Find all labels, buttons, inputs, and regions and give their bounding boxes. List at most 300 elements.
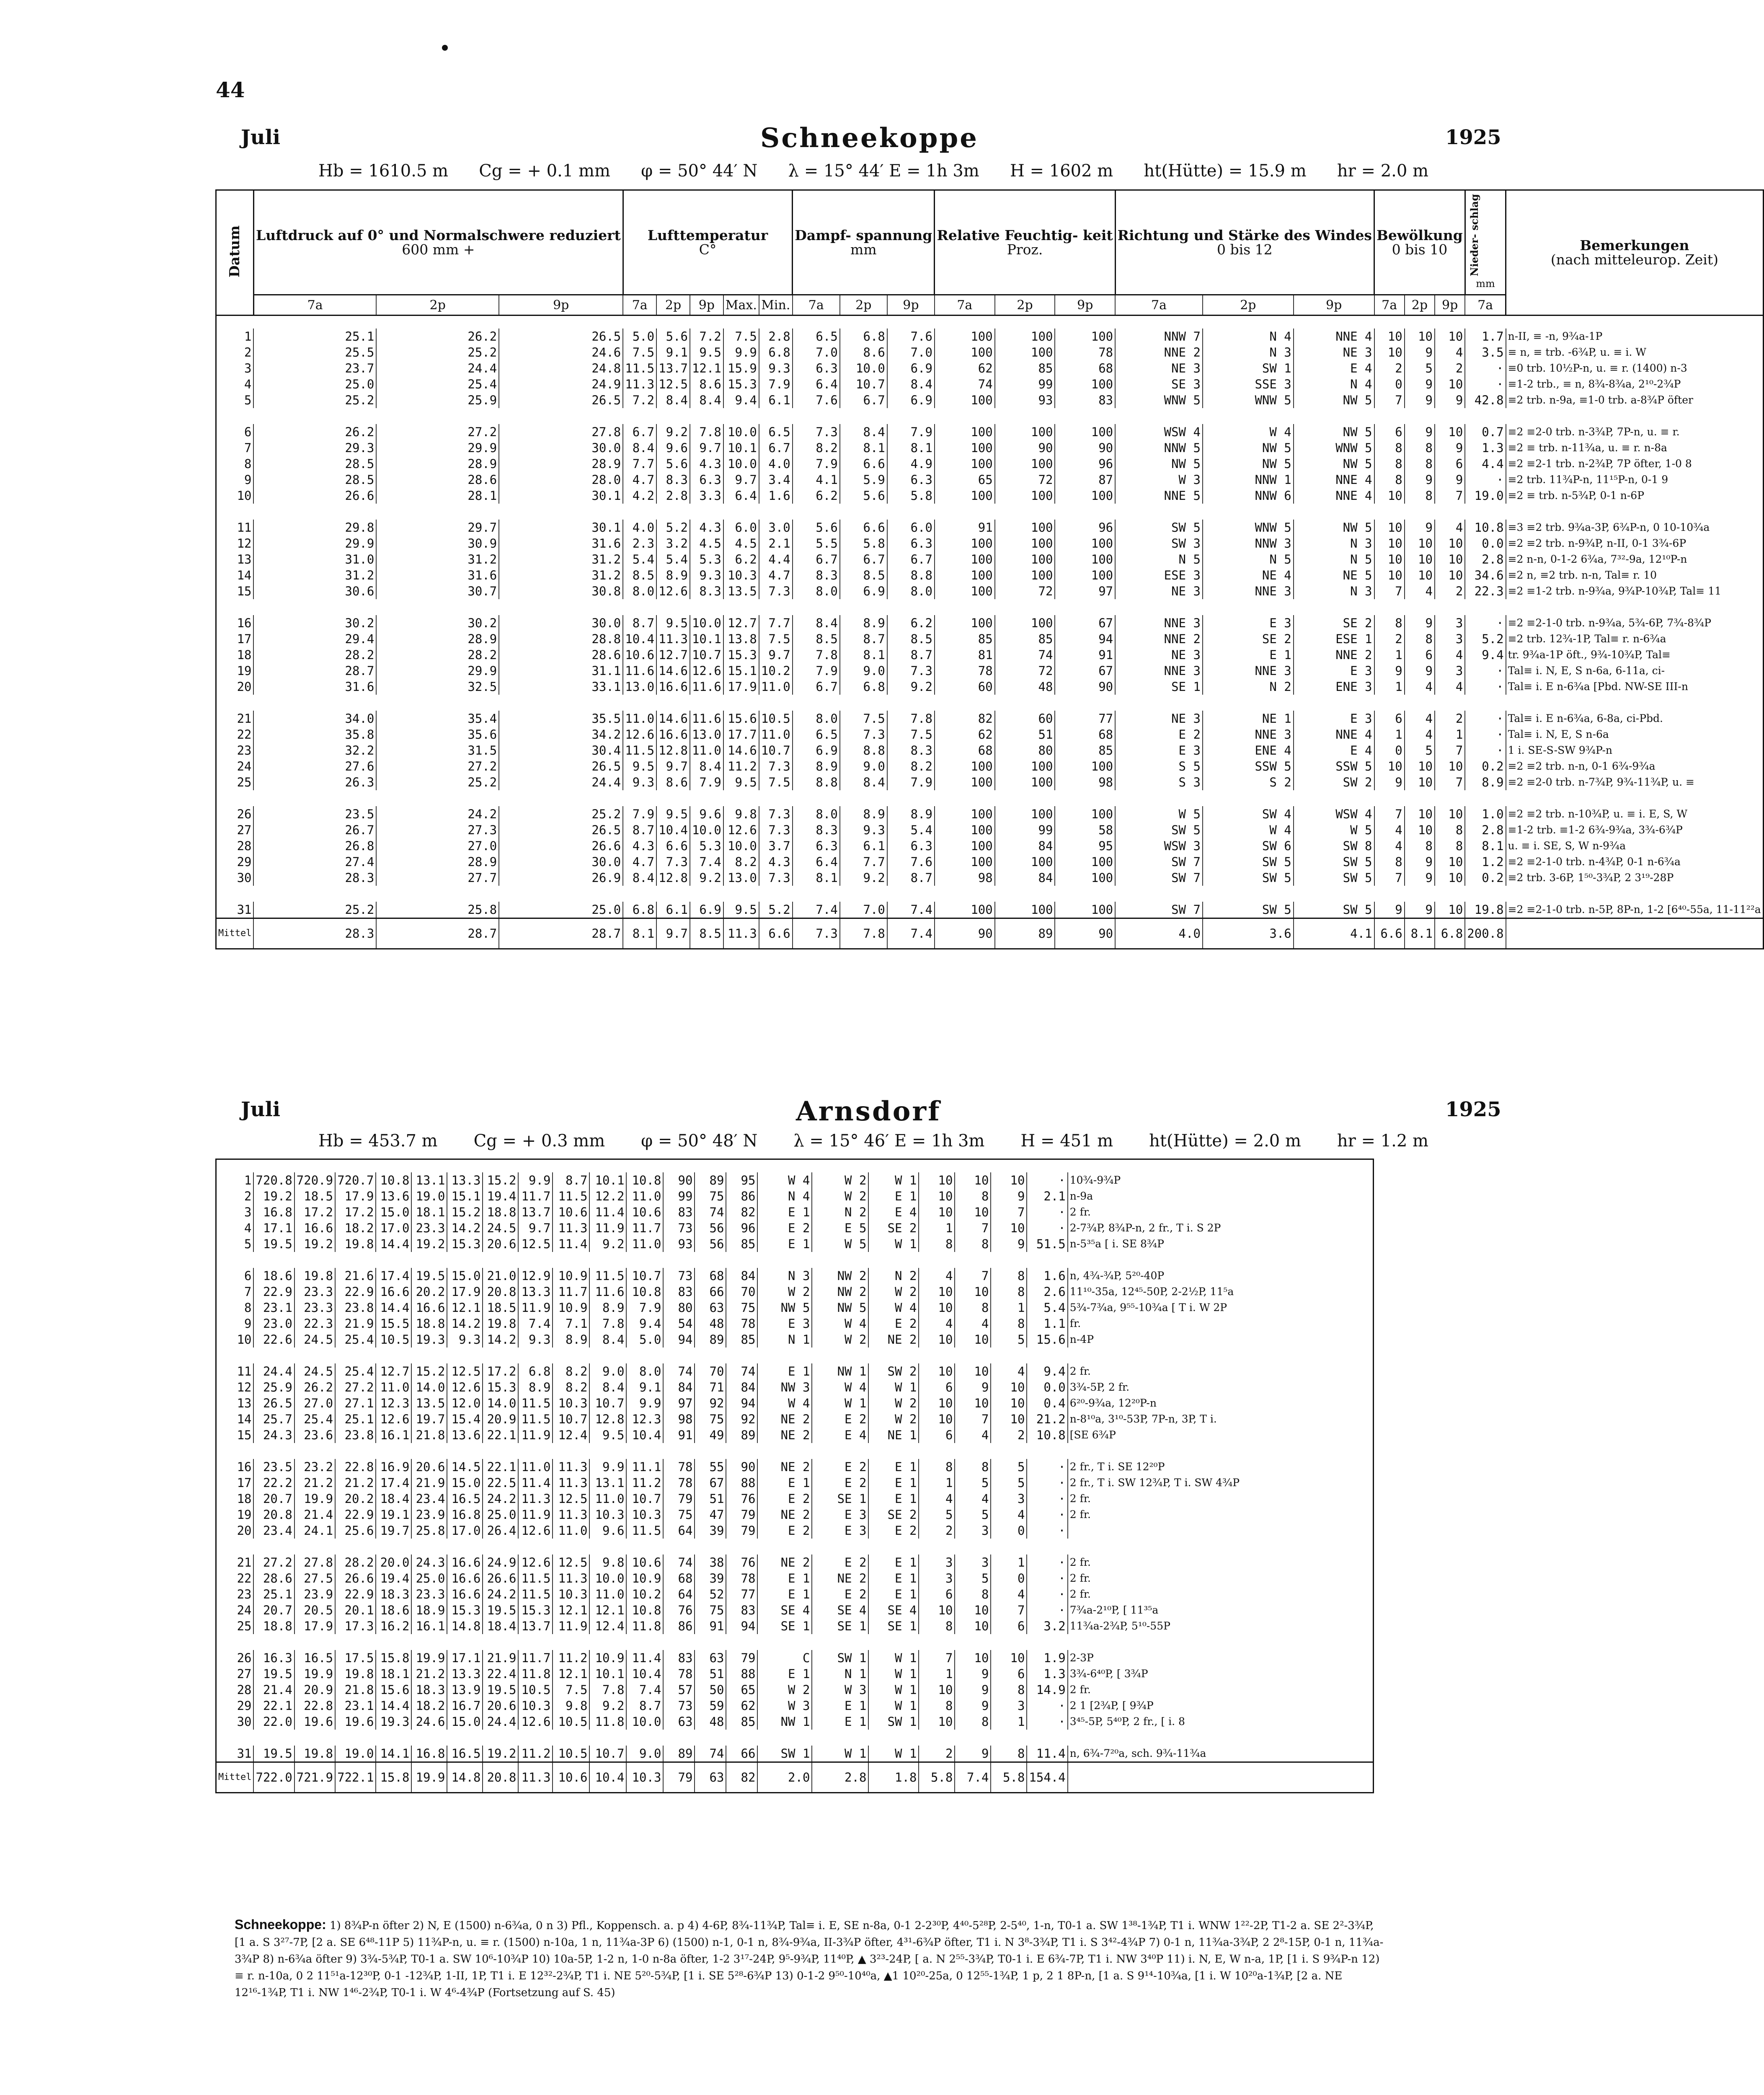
day-cell: 8 (216, 456, 254, 472)
table-cell: 32.5 (376, 679, 499, 695)
remark-cell: ≡1-2 trb. ≡1-2 6¾-9¾a, 3¾-6¾P (1506, 822, 1764, 838)
table-cell: · (1465, 360, 1506, 376)
table-cell: W 5 (1294, 822, 1374, 838)
table-cell: SE 3 (1115, 376, 1203, 392)
table-cell: 16.6 (294, 1220, 335, 1236)
table-cell: 94 (726, 1618, 757, 1634)
table-cell: N 2 (1203, 679, 1294, 695)
table-cell: 16.5 (294, 1650, 335, 1666)
day-cell: 26 (216, 1650, 254, 1666)
table-cell: 48 (695, 1714, 726, 1730)
mean-cell: 28.7 (499, 918, 623, 949)
table-cell: 82 (935, 711, 995, 727)
group-gap (216, 1348, 1374, 1363)
remark-cell: 2 fr. (1068, 1554, 1374, 1570)
table-cell: 9 (1374, 663, 1405, 679)
col-bemerkungen: Bemerkungen (nach mitteleurop. Zeit) (1506, 190, 1764, 316)
table-cell: 7.7 (840, 854, 887, 870)
table-row (216, 1332, 1374, 1348)
table-cell: 10 (919, 1204, 955, 1220)
table-cell: NNW 7 (1115, 328, 1203, 344)
table-cell: 19.8 (294, 1268, 335, 1284)
table-cell: 98 (1055, 774, 1115, 790)
table-cell: 7 (1374, 392, 1405, 408)
page-number: 44 (216, 78, 245, 102)
table-cell: 24.6 (411, 1714, 447, 1730)
mean-cell: Mittel (216, 918, 254, 949)
table-cell: 98 (663, 1411, 695, 1427)
table-cell: 0.2 (1465, 758, 1506, 774)
table-cell: 10.0 (723, 838, 759, 854)
table-cell: 7.9 (690, 774, 723, 790)
meta-lambda: λ = 15° 44′ E = 1h 3m (788, 161, 979, 181)
table-cell: 21.9 (483, 1650, 518, 1666)
table-cell: 78 (1055, 344, 1115, 360)
table-cell: 25.0 (483, 1507, 518, 1523)
table-cell: 7.3 (759, 758, 793, 774)
remark-cell: ≡2 ≡ trb. n-11¾a, u. ≡ r. n-8a (1506, 440, 1764, 456)
table-cell: 10 (1405, 567, 1435, 583)
table-cell: 6.7 (759, 440, 793, 456)
remark-cell: 2 fr., T i. SE 12²⁰P (1068, 1459, 1374, 1475)
table-cell: 9 (1405, 870, 1435, 886)
table-cell: 10.9 (589, 1650, 626, 1666)
mean-row (216, 918, 1764, 949)
table-cell: 35.4 (376, 711, 499, 727)
table-cell: E 3 (757, 1316, 812, 1332)
table-cell: E 1 (757, 1236, 812, 1252)
table-cell: 11.0 (759, 727, 793, 742)
table-cell: 4 (991, 1363, 1027, 1379)
table-cell: 100 (995, 567, 1055, 583)
table-cell: W 1 (868, 1379, 919, 1395)
meta-hr-2: hr = 1.2 m (1337, 1131, 1428, 1151)
table-cell: 25.6 (335, 1523, 376, 1539)
table-cell: · (1027, 1523, 1067, 1539)
table-cell: 27.8 (499, 424, 623, 440)
table-cell: SW 1 (1203, 360, 1294, 376)
table-cell: 2.1 (759, 535, 793, 551)
table-cell: 11.0 (626, 1236, 663, 1252)
table-cell: 29.7 (376, 520, 499, 535)
day-cell: 31 (216, 902, 254, 918)
table-cell: 94 (663, 1332, 695, 1348)
col-luftdruck: Luftdruck auf 0° und Normalschwere reduziert 600 mm + (253, 190, 623, 295)
table-cell: 99 (663, 1188, 695, 1204)
table-cell: 12.7 (376, 1363, 411, 1379)
table-cell: 9.5 (623, 758, 656, 774)
table-cell: 11.3 (623, 376, 656, 392)
table-cell: N 1 (757, 1332, 812, 1348)
table-cell: E 2 (757, 1220, 812, 1236)
table-cell: 8 (955, 1300, 991, 1316)
table-cell: 18.8 (411, 1316, 447, 1332)
table-cell: W 2 (812, 1332, 868, 1348)
table-cell: 0 (991, 1570, 1027, 1586)
table-cell: SW 3 (1115, 535, 1203, 551)
mean-cell: 89 (995, 918, 1055, 949)
table-cell: 0 (1374, 376, 1405, 392)
table-cell: 21.2 (294, 1475, 335, 1491)
table-cell: 19.8 (483, 1316, 518, 1332)
table-cell: 1.1 (1027, 1316, 1067, 1332)
table-cell: 9 (1435, 440, 1465, 456)
table-cell: 22.6 (253, 1332, 294, 1348)
table-cell: 30.8 (499, 583, 623, 599)
table-cell: 7.5 (759, 774, 793, 790)
table-cell: 12.3 (626, 1411, 663, 1427)
table-cell: 100 (1055, 376, 1115, 392)
table-cell: 15.3 (723, 647, 759, 663)
table-cell: 15.5 (376, 1316, 411, 1332)
table-cell: 29.4 (253, 631, 376, 647)
table-cell: 6.3 (887, 535, 935, 551)
table-cell: 8.1 (840, 440, 887, 456)
table-cell: 71 (695, 1379, 726, 1395)
table-cell: 20.6 (483, 1698, 518, 1714)
table-cell: 47 (695, 1507, 726, 1523)
table-cell: 79 (726, 1650, 757, 1666)
table-row (216, 838, 1764, 854)
table-cell: 3 (1435, 615, 1465, 631)
table-cell: 12.8 (589, 1411, 626, 1427)
table-cell: 7.2 (690, 328, 723, 344)
table-cell: 0.7 (1465, 424, 1506, 440)
table-cell: 25.0 (253, 376, 376, 392)
table-cell: 17.9 (447, 1284, 483, 1300)
table-cell: 12.9 (518, 1268, 553, 1284)
table-cell: W 3 (757, 1698, 812, 1714)
table-cell: 100 (1055, 567, 1115, 583)
table-cell: SW 5 (1294, 870, 1374, 886)
table-cell: 29.3 (253, 440, 376, 456)
table-cell: 10.8 (376, 1172, 411, 1188)
table-cell: 19.8 (335, 1666, 376, 1682)
table-cell: 16.6 (656, 727, 690, 742)
col-lufttemp: Lufttemperatur C° (623, 190, 792, 295)
table-cell: 6.3 (887, 838, 935, 854)
table-cell: SW 6 (1203, 838, 1294, 854)
table-cell: NE 2 (812, 1570, 868, 1586)
table-cell: 58 (1055, 822, 1115, 838)
table-cell: 11.2 (553, 1650, 589, 1666)
table-cell: 7 (955, 1411, 991, 1427)
table-cell: 100 (935, 535, 995, 551)
table-cell: 8 (1374, 854, 1405, 870)
table-cell: 89 (663, 1746, 695, 1762)
table-cell: 83 (663, 1650, 695, 1666)
table-cell: 5.2 (1465, 631, 1506, 647)
table-cell: 4 (991, 1586, 1027, 1602)
table-cell: 720.9 (294, 1172, 335, 1188)
table-cell: 21.2 (335, 1475, 376, 1491)
table-cell: E 2 (812, 1411, 868, 1427)
table-cell: SW 5 (1115, 822, 1203, 838)
table-cell: 25.9 (376, 392, 499, 408)
table-cell: 18.1 (376, 1666, 411, 1682)
table-cell: 7.4 (793, 902, 840, 918)
remark-cell: fr. (1068, 1316, 1374, 1332)
table-cell: 26.5 (499, 822, 623, 838)
table-cell: 34.0 (253, 711, 376, 727)
table-cell: 9.0 (589, 1363, 626, 1379)
table-cell: 23.1 (335, 1698, 376, 1714)
table-cell: 10.9 (553, 1268, 589, 1284)
table-cell: 8.8 (840, 742, 887, 758)
table-cell: 68 (1055, 727, 1115, 742)
table-cell: 10.8 (1465, 520, 1506, 535)
table-cell: 8 (955, 1236, 991, 1252)
table-cell: 8.2 (553, 1379, 589, 1395)
table-cell: NE 2 (757, 1459, 812, 1475)
table-cell: 10 (1405, 551, 1435, 567)
day-cell: 31 (216, 1746, 254, 1762)
table-cell: 28.9 (376, 854, 499, 870)
table-cell: NE 1 (868, 1427, 919, 1443)
table-cell: 1.6 (1027, 1268, 1067, 1284)
table-cell: 72 (995, 583, 1055, 599)
table-cell: SE 4 (757, 1602, 812, 1618)
table-cell: 4 (991, 1507, 1027, 1523)
table-cell: 6.2 (793, 488, 840, 504)
remark-cell: ≡2 ≡2-0 trb. n-7¾P, 9¾-11¾P, u. ≡ (1506, 774, 1764, 790)
table-cell: WNW 5 (1203, 520, 1294, 535)
table-cell: 6.1 (759, 392, 793, 408)
table-cell: 7.4 (690, 854, 723, 870)
table-cell: 24.5 (294, 1332, 335, 1348)
mean-cell: 8.1 (623, 918, 656, 949)
day-cell: 14 (216, 567, 254, 583)
table-cell: 8 (991, 1746, 1027, 1762)
table-cell: 12.4 (553, 1427, 589, 1443)
table-cell: 13.7 (656, 360, 690, 376)
table-cell: 8.9 (887, 806, 935, 822)
table-cell: 8.4 (840, 424, 887, 440)
table-cell: 50 (695, 1682, 726, 1698)
table-cell: 22.0 (253, 1714, 294, 1730)
table-cell: NNE 3 (1203, 663, 1294, 679)
table-cell: 23.0 (253, 1316, 294, 1332)
table-cell: NE 2 (868, 1332, 919, 1348)
table-cell: 4 (919, 1316, 955, 1332)
table-cell: 84 (995, 870, 1055, 886)
table-cell: NNE 4 (1294, 488, 1374, 504)
table-cell: 78 (663, 1475, 695, 1491)
table-cell: E 2 (812, 1475, 868, 1491)
subheader-cell: 2p (656, 295, 690, 316)
remark-cell: ≡2 ≡1-2 trb. n-9¾a, 9¾P-10¾P, Tal≡ 11 (1506, 583, 1764, 599)
table-cell: 8.3 (656, 472, 690, 488)
table-cell: 4 (1405, 679, 1435, 695)
table-cell: 12.6 (518, 1523, 553, 1539)
subheader-cell: 9p (690, 295, 723, 316)
table-cell: 24.2 (483, 1586, 518, 1602)
table-cell: 26.3 (253, 774, 376, 790)
table-row (216, 615, 1764, 631)
table-cell: SE 1 (868, 1618, 919, 1634)
year-label-1: 1925 (1445, 126, 1501, 149)
table-row (216, 1554, 1374, 1570)
table-cell: 27.4 (253, 854, 376, 870)
subheader-cell: 2p (1203, 295, 1294, 316)
table-cell: 83 (1055, 392, 1115, 408)
table-cell: 8 (1435, 822, 1465, 838)
table-row (216, 440, 1764, 456)
day-cell: 21 (216, 1554, 254, 1570)
subheader-cell: 7a (1465, 295, 1506, 316)
table-cell: 11.5 (518, 1586, 553, 1602)
table-cell: 8 (919, 1618, 955, 1634)
table-cell: 85 (726, 1332, 757, 1348)
table-cell: 24.3 (411, 1554, 447, 1570)
day-cell: 19 (216, 663, 254, 679)
remark-cell: 7¾a-2¹⁰P, [ 11³⁵a (1068, 1602, 1374, 1618)
table-cell: 85 (995, 360, 1055, 376)
table-cell: NW 5 (1294, 392, 1374, 408)
table-cell: 75 (695, 1602, 726, 1618)
table-cell: 23.8 (335, 1300, 376, 1316)
table-cell: 77 (726, 1586, 757, 1602)
table-cell: E 1 (868, 1586, 919, 1602)
table-cell: NE 5 (1294, 567, 1374, 583)
table-cell: N 3 (1294, 583, 1374, 599)
table-cell: 9.6 (589, 1523, 626, 1539)
table-cell: 23.9 (294, 1586, 335, 1602)
table-cell: SW 7 (1115, 902, 1203, 918)
table-cell: 11.0 (553, 1523, 589, 1539)
table-cell: 10.7 (553, 1411, 589, 1427)
table-cell: 1 (1374, 727, 1405, 742)
table-cell: 9.5 (690, 344, 723, 360)
table-cell: 7.4 (626, 1682, 663, 1698)
ink-dot (442, 45, 448, 51)
table-cell: 3 (919, 1554, 955, 1570)
table-cell: NE 3 (1115, 711, 1203, 727)
table-cell: 4 (1405, 583, 1435, 599)
table-cell: 100 (995, 774, 1055, 790)
table-cell: NW 5 (812, 1300, 868, 1316)
table-cell: 3 (1435, 631, 1465, 647)
table-cell: 7.5 (553, 1682, 589, 1698)
table-cell: 24.4 (483, 1714, 518, 1730)
table-row (216, 679, 1764, 695)
table-row (216, 1268, 1374, 1284)
table-cell: W 1 (868, 1236, 919, 1252)
table-cell: 5 (955, 1475, 991, 1491)
group-gap (216, 1539, 1374, 1554)
table-cell: 83 (726, 1602, 757, 1618)
table-cell: 11.0 (759, 679, 793, 695)
table-cell: SW 5 (1203, 870, 1294, 886)
table-cell: 9.7 (690, 440, 723, 456)
table-cell: 25.1 (335, 1411, 376, 1427)
table-cell: 9.5 (656, 615, 690, 631)
table-cell: 9.4 (1027, 1363, 1067, 1379)
table-cell: E 4 (812, 1427, 868, 1443)
table-cell: 7 (1435, 488, 1465, 504)
table-cell: 16.9 (376, 1459, 411, 1475)
table-cell: 99 (995, 376, 1055, 392)
table-cell: 34.6 (1465, 567, 1506, 583)
table-cell: 8.7 (626, 1698, 663, 1714)
table-cell: 100 (1055, 328, 1115, 344)
table-cell: 7.8 (793, 647, 840, 663)
table-cell: 9 (1405, 376, 1435, 392)
table-cell: NE 3 (1294, 344, 1374, 360)
col-bewoelkung: Bewölkung 0 bis 10 (1374, 190, 1465, 295)
table-cell: 8.4 (793, 615, 840, 631)
table-cell: 8.3 (887, 742, 935, 758)
table-cell: 10 (1435, 535, 1465, 551)
table-cell: 28.5 (253, 456, 376, 472)
table-cell: 8 (919, 1698, 955, 1714)
table-cell: 17.9 (335, 1188, 376, 1204)
table-cell: 8 (1405, 838, 1435, 854)
weather-table-schneekoppe (215, 189, 1764, 949)
table-cell: 19.8 (335, 1236, 376, 1252)
day-cell: 20 (216, 1523, 254, 1539)
table-cell: 5 (919, 1507, 955, 1523)
table-cell: 13.5 (411, 1395, 447, 1411)
table-cell: 10.3 (553, 1395, 589, 1411)
table-cell: SW 5 (1203, 902, 1294, 918)
table-cell: 10 (955, 1204, 991, 1220)
group-gap (216, 1634, 1374, 1650)
table-cell: 9.9 (723, 344, 759, 360)
table-cell: 15.3 (447, 1602, 483, 1618)
table-cell: NW 2 (812, 1268, 868, 1284)
table-cell: 9.5 (589, 1427, 626, 1443)
table-cell: SE 1 (757, 1618, 812, 1634)
table-cell: 8.4 (690, 392, 723, 408)
table-cell: 73 (663, 1268, 695, 1284)
table-cell: 56 (695, 1236, 726, 1252)
table-cell: 100 (935, 551, 995, 567)
table-cell: 15.0 (447, 1475, 483, 1491)
table-cell: 18.3 (376, 1586, 411, 1602)
table-cell: N 3 (1294, 535, 1374, 551)
table-cell: 2.8 (759, 328, 793, 344)
table-cell: NE 2 (757, 1554, 812, 1570)
table-cell: 13.0 (723, 870, 759, 886)
table-cell: 10 (919, 1172, 955, 1188)
table-cell: 11.6 (589, 1284, 626, 1300)
table-cell: 1 (991, 1300, 1027, 1316)
table-cell: 17.2 (335, 1204, 376, 1220)
table-cell: 18.8 (483, 1204, 518, 1220)
table-cell: SW 5 (1294, 902, 1374, 918)
table-cell: 6.4 (793, 376, 840, 392)
table-cell: 54 (663, 1316, 695, 1332)
table-cell: 8 (955, 1714, 991, 1730)
table-cell: E 2 (1115, 727, 1203, 742)
group-gap (216, 599, 1764, 615)
table-cell: 89 (726, 1427, 757, 1443)
remark-cell: n, 6¾-7²⁰a, sch. 9¾-11¾a (1068, 1746, 1374, 1762)
table-cell: 9.1 (626, 1379, 663, 1395)
table-cell: 7.8 (690, 424, 723, 440)
table-cell: 10 (1374, 520, 1405, 535)
table-row (216, 1204, 1374, 1220)
table-cell: 20.2 (411, 1284, 447, 1300)
table-cell: 10 (919, 1284, 955, 1300)
table-cell: 86 (663, 1618, 695, 1634)
table-cell: E 1 (868, 1570, 919, 1586)
footnote-label: Schneekoppe: (235, 1917, 326, 1932)
table-cell: 1 (1374, 679, 1405, 695)
table-cell: 100 (935, 838, 995, 854)
table-cell: NE 2 (757, 1411, 812, 1427)
